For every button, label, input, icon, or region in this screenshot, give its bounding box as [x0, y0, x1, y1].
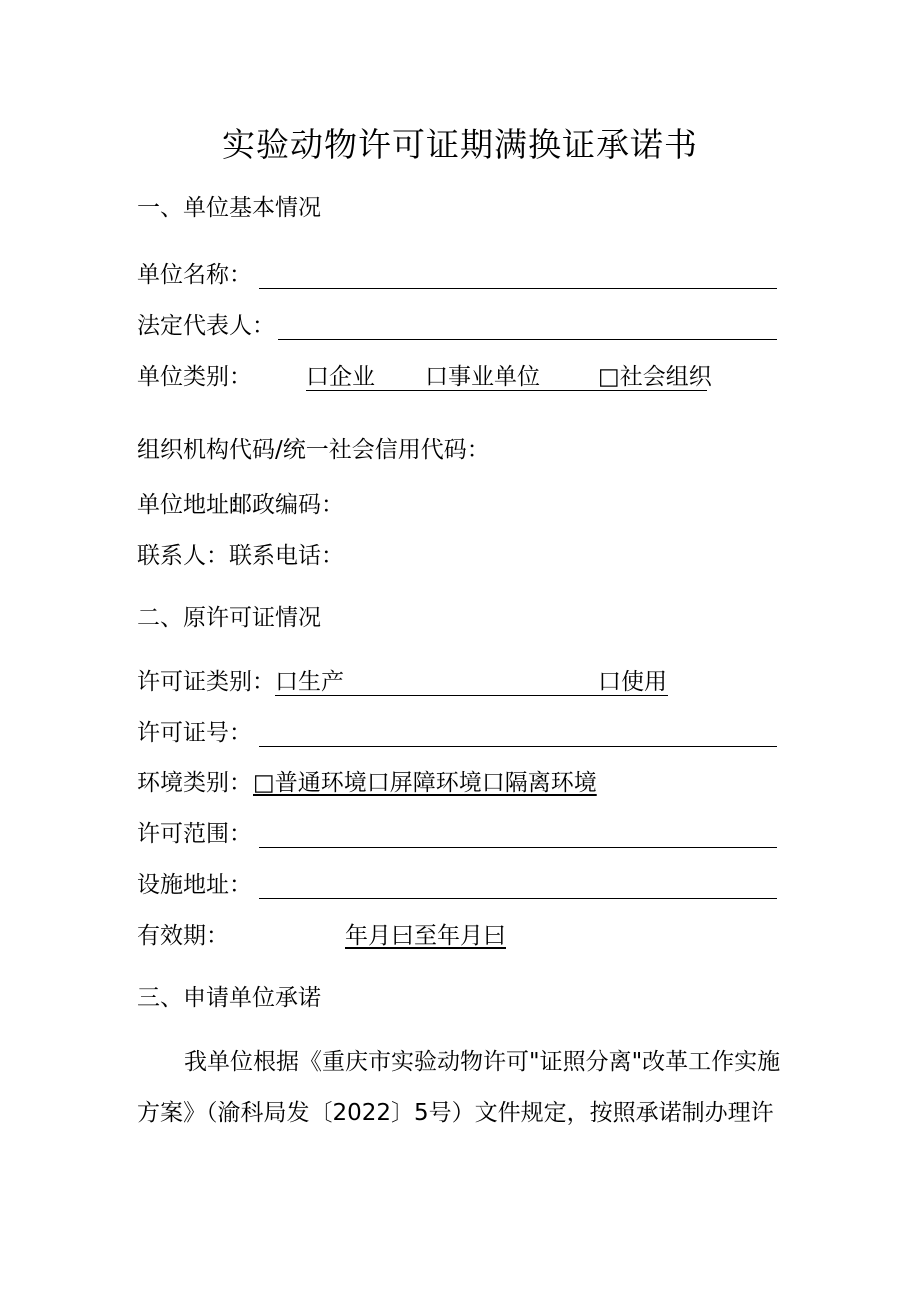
org-code-label: 组织机构代码/统一社会信用代码： — [137, 437, 490, 463]
license-type-underline — [275, 695, 668, 696]
unit-type-option-social-org[interactable]: □社会组织 — [598, 364, 712, 390]
address-label: 单位地址： — [137, 492, 252, 518]
section-3-heading: 三、申请单位承诺 — [137, 985, 321, 1011]
facility-address-field[interactable] — [259, 898, 777, 899]
validity-value[interactable]: 年月曰至年月曰 — [345, 923, 506, 949]
unit-type-option-enterprise[interactable]: 口企业 — [306, 364, 375, 390]
scope-field[interactable] — [259, 847, 777, 848]
unit-name-field[interactable] — [259, 288, 777, 289]
commitment-paragraph-line-2: 方案》（渝科局发〔2022〕5号）文件规定，按照承诺制办理许 — [137, 1100, 774, 1126]
license-no-field[interactable] — [259, 746, 777, 747]
license-no-label: 许可证号： — [137, 720, 252, 746]
unit-type-option-institution[interactable]: 口事业单位 — [425, 364, 540, 390]
contact-label: 联系人： — [137, 543, 229, 569]
license-type-option-use[interactable]: 口使用 — [598, 669, 667, 695]
scope-label: 许可范围： — [137, 821, 252, 847]
env-type-label: 环境类别： — [137, 770, 252, 796]
license-type-option-production[interactable]: 口生产 — [275, 669, 344, 695]
validity-label: 有效期： — [137, 923, 229, 949]
unit-type-label: 单位类别： — [137, 364, 252, 390]
facility-address-label: 设施地址： — [137, 872, 252, 898]
unit-name-label: 单位名称： — [137, 262, 252, 288]
document-title: 实验动物许可证期满换证承诺书 — [222, 125, 698, 164]
legal-rep-label: 法定代表人： — [137, 313, 275, 339]
commitment-paragraph-line-1: 我单位根据《重庆市实验动物许可"证照分离"改革工作实施 — [184, 1049, 781, 1075]
license-type-label: 许可证类别： — [137, 669, 275, 695]
section-1-heading: 一、单位基本情况 — [137, 195, 321, 221]
phone-label: 联系电话： — [229, 543, 344, 569]
env-type-options[interactable]: □普通环境口屏障环境口隔离环境 — [253, 770, 597, 796]
section-2-heading: 二、原许可证情况 — [137, 605, 321, 631]
legal-rep-field[interactable] — [278, 339, 777, 340]
postcode-label: 邮政编码： — [229, 492, 344, 518]
unit-type-underline — [306, 390, 707, 391]
